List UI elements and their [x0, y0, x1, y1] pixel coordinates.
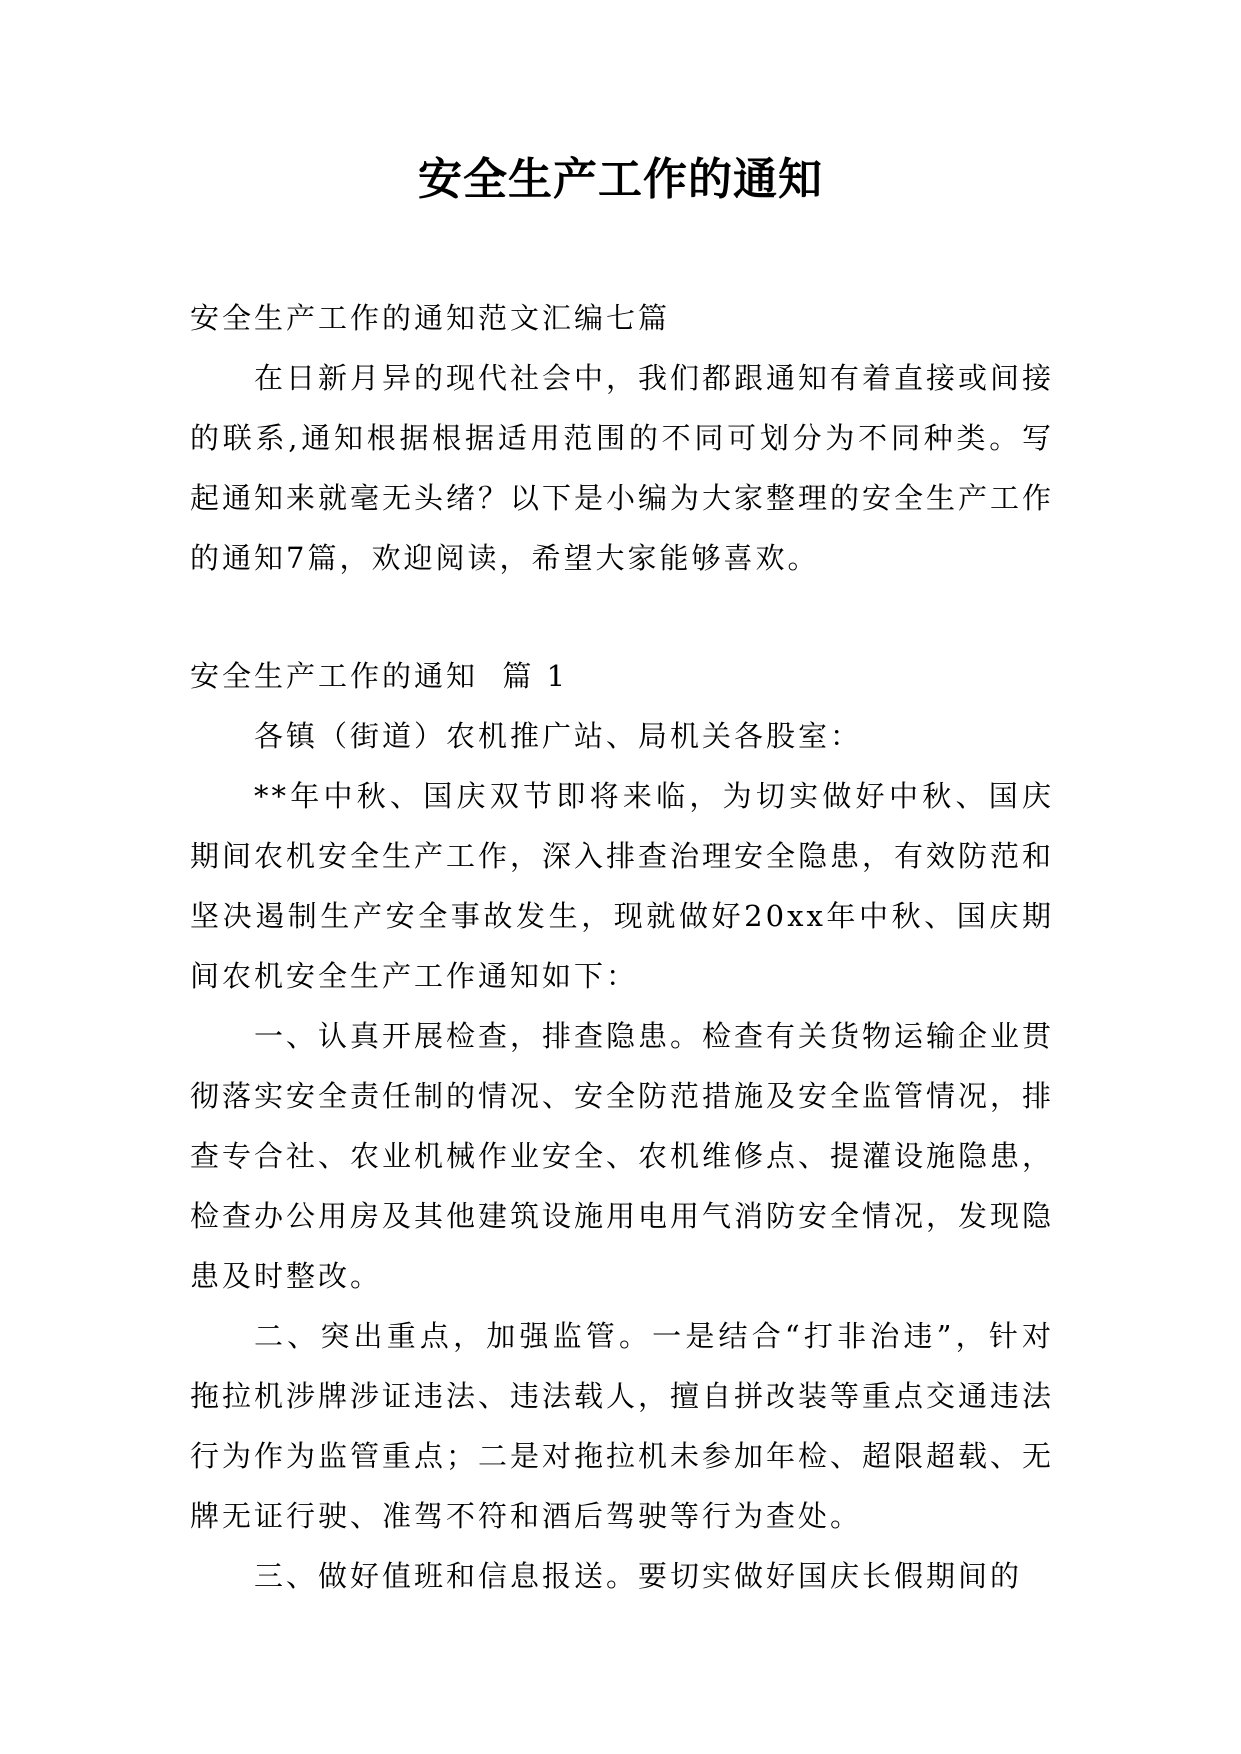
section-heading: 安全生产工作的通知 篇 1 — [190, 659, 569, 693]
document-body — [190, 288, 1054, 1606]
document-title: 安全生产工作的通知 — [418, 154, 823, 205]
intro-paragraph: 在日新月异的现代社会中，我们都跟通知有着直接或间接的联系,通知根据根据适用范围的不同可划分为不同种类。写起通知来就毫无头绪？以下是小编为大家整理的安全生产工作的通知7篇，欢迎阅读，希望大家能够喜欢。 — [190, 361, 1055, 575]
body-paragraph: 一、认真开展检查，排查隐患。检查有关货物运输企业贯彻落实安全责任制的情况、安全防范措施及安全监管情况，排查专合社、农业机械作业安全、农机维修点、提灌设施隐患，检查办公用房及其他建筑设施用电用气消防安全情况，发现隐患及时整改。 — [190, 1019, 1055, 1293]
body-paragraph: 三、做好值班和信息报送。要切实做好国庆长假期间的 — [254, 1559, 1023, 1593]
section-spacer — [190, 588, 1054, 646]
document-subtitle: 安全生产工作的通知范文汇编七篇 — [190, 301, 671, 335]
body-paragraph: 各镇（街道）农机推广站、局机关各股室： — [254, 719, 863, 753]
body-paragraph: 二、突出重点，加强监管。一是结合“打非治违”，针对拖拉机涉牌涉证违法、违法载人，擅自拼改装等重点交通违法行为作为监管重点；二是对拖拉机未参加年检、超限超载、无牌无证行驶、准驾不符和酒后驾驶等行为查处。 — [190, 1319, 1055, 1533]
body-paragraph: **年中秋、国庆双节即将来临，为切实做好中秋、国庆期间农机安全生产工作，深入排查治理安全隐患，有效防范和坚决遏制生产安全事故发生，现就做好20xx年中秋、国庆期间农机安全生产工作通知如下： — [190, 779, 1055, 993]
